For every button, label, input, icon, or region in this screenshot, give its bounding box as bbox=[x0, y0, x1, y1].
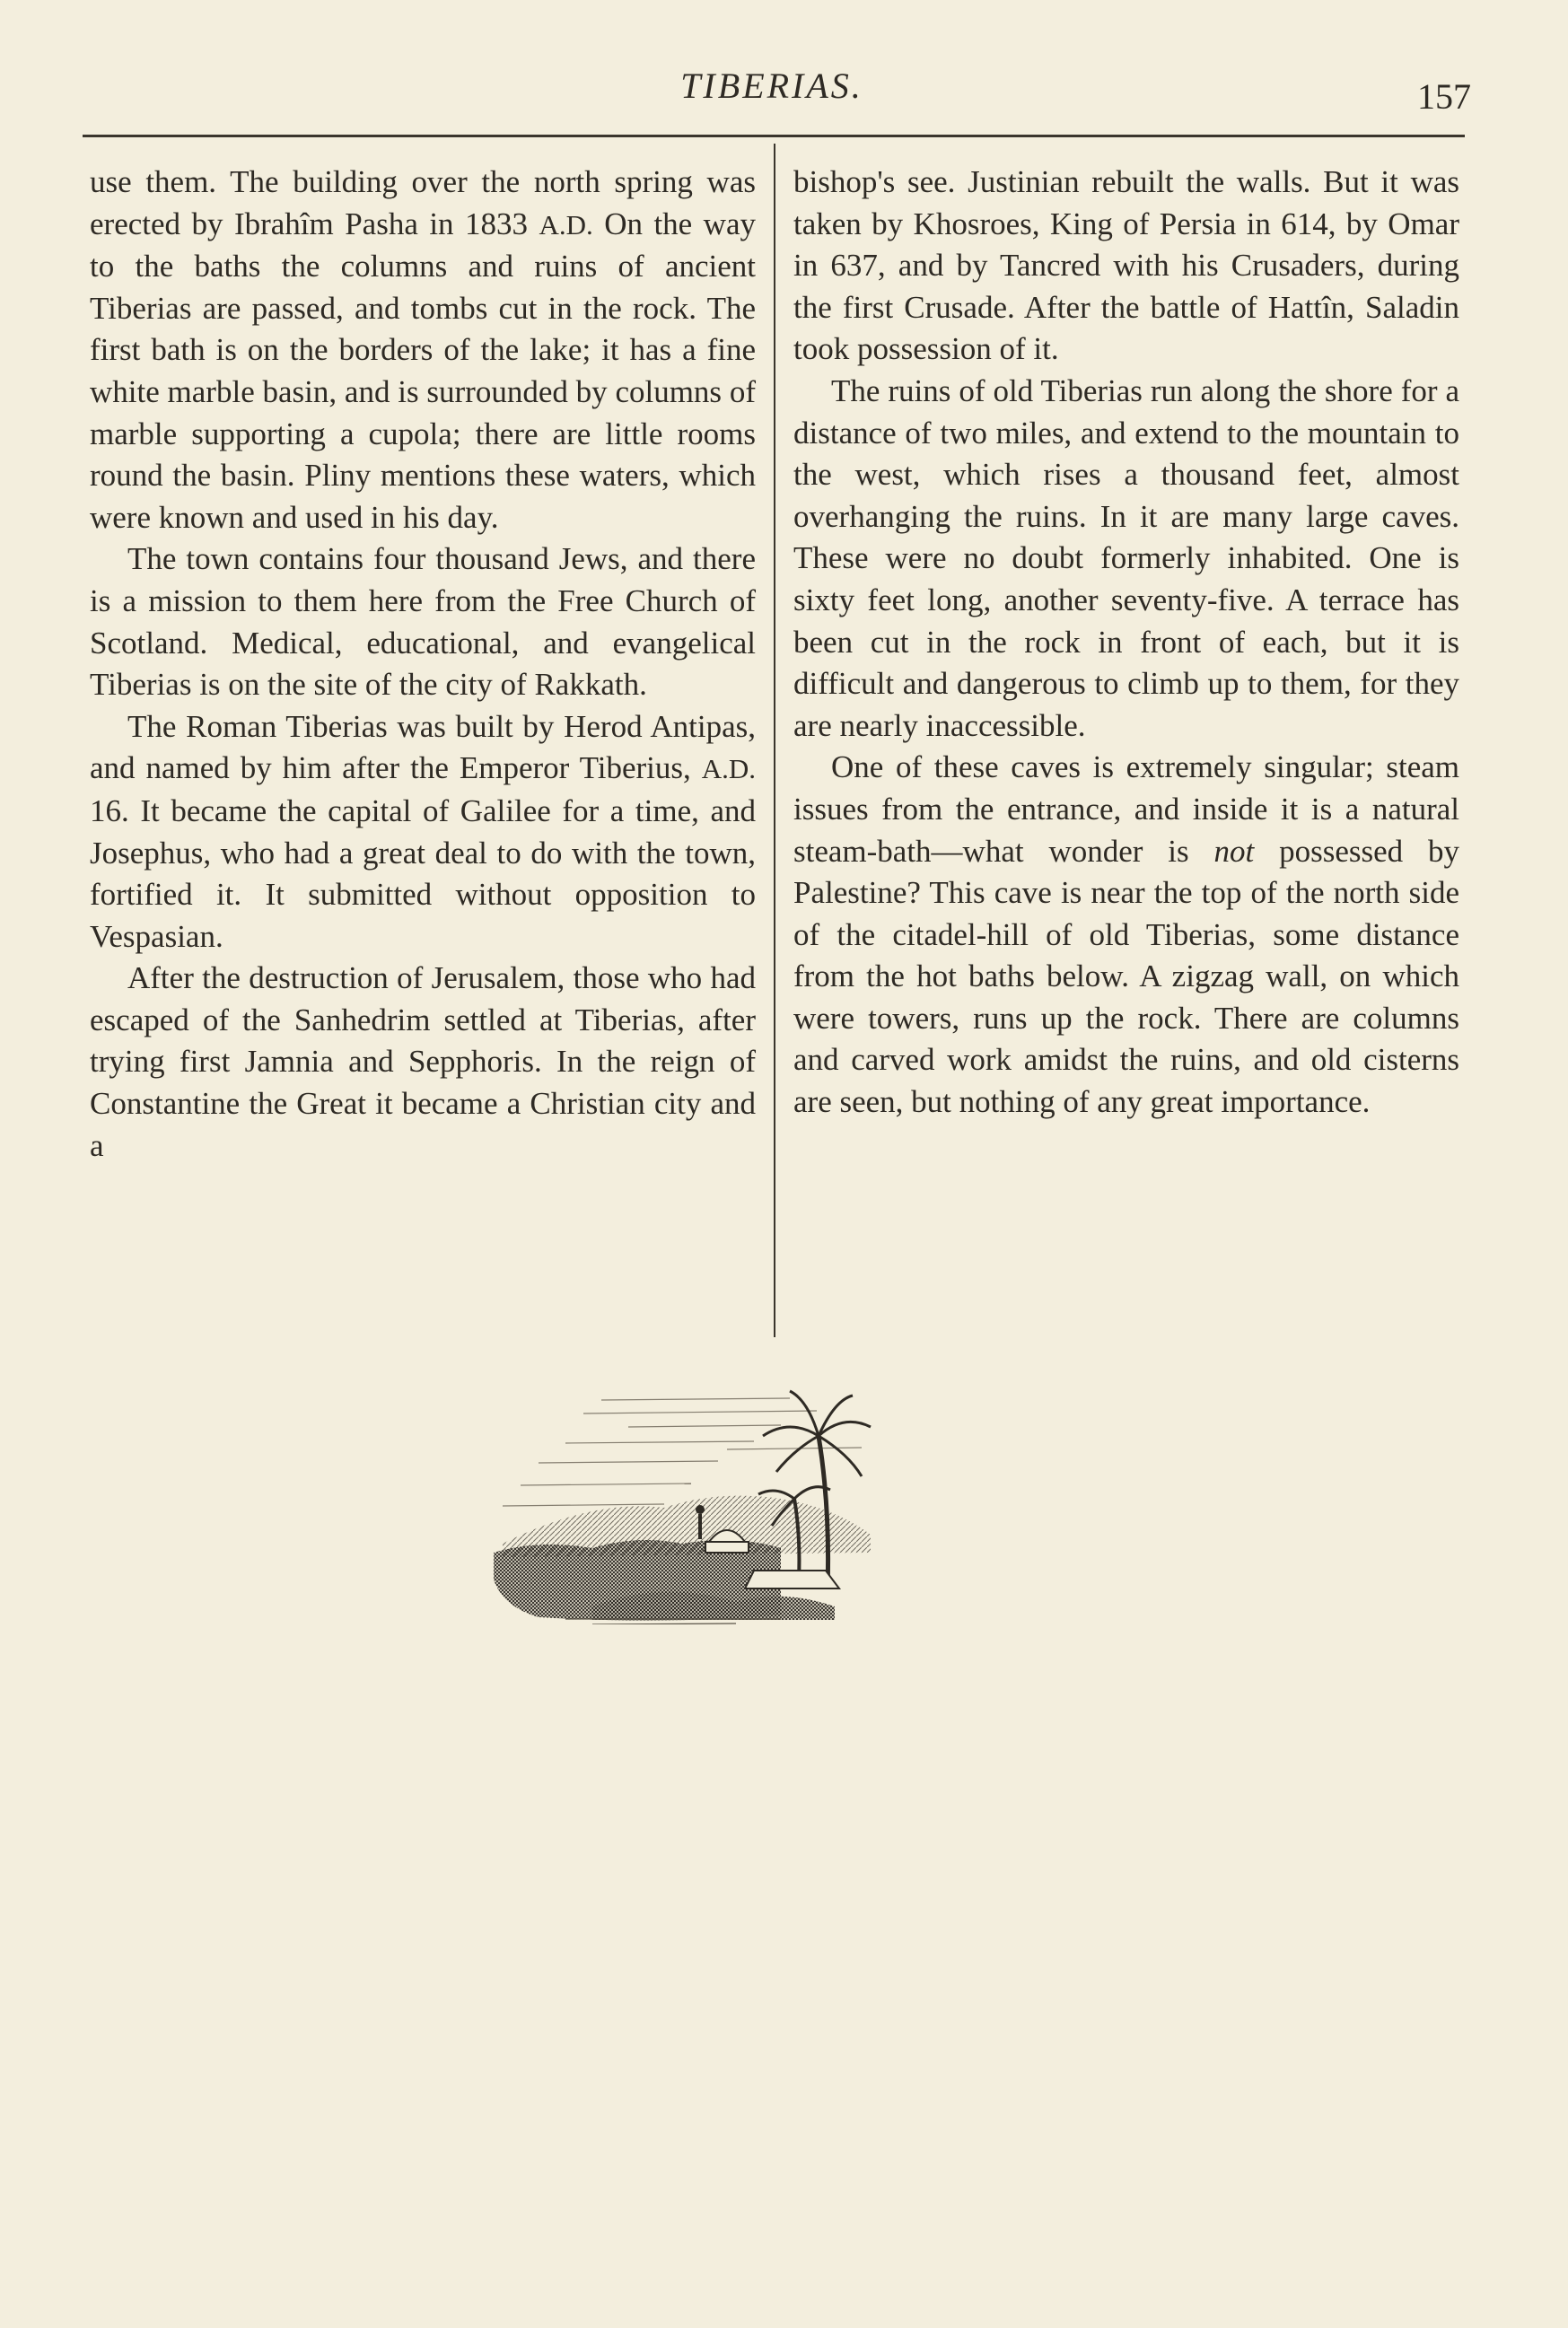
text-span: On the way to the baths the columns and ruins of ancient Tiberias are passed, and tombs cut in the rock. The first bath is on the borders of the lake; it has a fine white marble basin, and is surrounded by columns of marble supporting a cupola; there are little rooms round the basin. Pliny mentions these waters, which were known and used in his day. bbox=[90, 206, 756, 535]
running-title: TIBERIAS. bbox=[680, 66, 863, 106]
column-divider bbox=[774, 144, 775, 1337]
text-span: The Roman Tiberias was built by Herod Antipas, and named by him after the Emperor Tiberius, bbox=[90, 708, 756, 786]
right-column bbox=[793, 162, 1459, 1124]
text-span: 16. It became the capital of Galilee for a time, and Josephus, who had a great deal to do with the town, fortified it. It submitted without opposition to Vespasian. bbox=[90, 792, 756, 954]
era-abbreviation: A.D. bbox=[539, 208, 593, 241]
text-span: use them. The building over the north spring was erected by Ibrahîm Pasha in 1833 bbox=[90, 164, 756, 241]
landscape-engraving bbox=[485, 1364, 1095, 1624]
text-span: One of these caves is extremely singular; steam issues from the entrance, and inside it is a natural steam-bath—what wonder is bbox=[793, 749, 1459, 869]
era-abbreviation: A.D. bbox=[701, 753, 756, 785]
right-paragraph-1: bishop's see. Justinian rebuilt the walls. But it was taken by Khosroes, King of Persia in 614, by Omar in 637, and by Tancred with his Crusaders, during the first Crusade. After the battle of Hattîn, Saladin took possession of it. bbox=[793, 164, 1459, 367]
left-paragraph-4: After the destruction of Jerusalem, those who had escaped of the Sanhedrim settled at Tiberias, after trying first Jamnia and Sepphoris. In the reign of Constantine the Great it became a Christian city and a bbox=[90, 960, 756, 1163]
engraving-illustration bbox=[485, 1364, 1095, 1624]
right-paragraph-2: The ruins of old Tiberias run along the shore for a distance of two miles, and extend to the mountain to the west, which rises a thousand feet, almost overhanging the ruins. In it are many large caves. These were no doubt formerly inhabited. One is sixty feet long, another seventy-five. A terrace has been cut in the rock in front of each, but it is difficult and dangerous to climb up to them, for they are nearly inaccessible. bbox=[793, 372, 1459, 743]
left-paragraph-1 bbox=[90, 162, 756, 538]
left-column bbox=[90, 162, 756, 1167]
left-paragraph-3 bbox=[90, 706, 756, 958]
italic-word: not bbox=[1213, 833, 1255, 869]
left-paragraph-2: The town contains four thousand Jews, and there is a mission to them here from the Free Church of Scotland. Medical, educational, and evangelical Tiberias is on the site of the city of Rakkath. bbox=[90, 541, 756, 703]
right-paragraph-3 bbox=[793, 747, 1459, 1123]
text-span: possessed by Palestine? This cave is near the top of the north side of the citadel-hill of old Tiberias, some distance from the hot baths below. A zigzag wall, on which were towers, runs up the rock. There are columns and carved work amidst the ruins, and old cisterns are seen, but nothing of any great importance. bbox=[793, 833, 1459, 1120]
page-number: 157 bbox=[1417, 76, 1471, 117]
header-rule bbox=[83, 135, 1465, 137]
